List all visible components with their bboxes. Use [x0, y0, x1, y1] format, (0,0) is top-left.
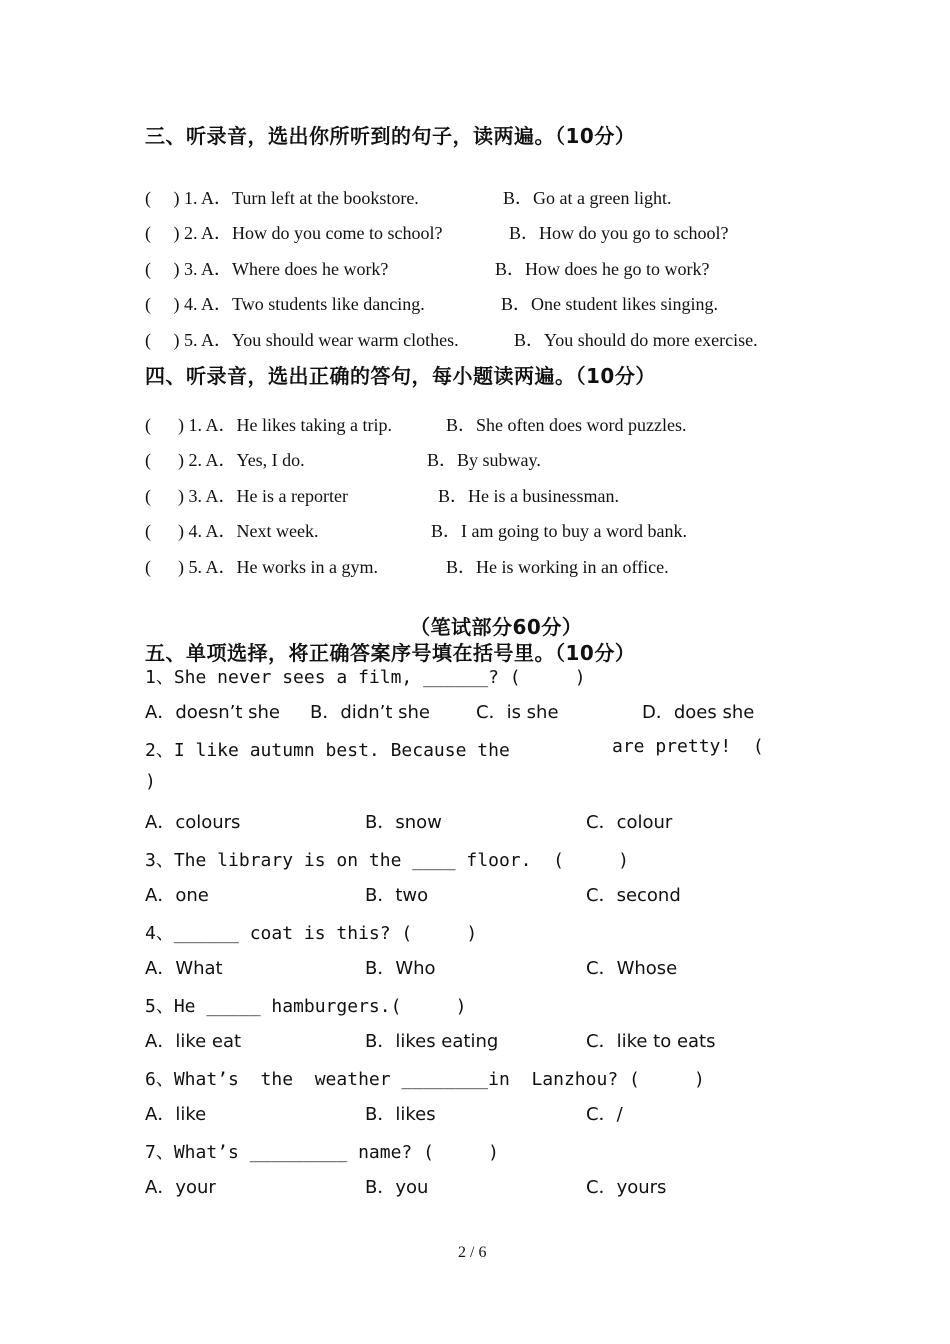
- s3-q3-option-b: B．How does he go to work?: [495, 259, 710, 279]
- s5-q7-option-a: A．your: [145, 1177, 216, 1198]
- s5-q2-text-end: are pretty! (: [612, 736, 764, 757]
- s5-q1-text: 1、She never sees a film, ______? ( ): [145, 667, 586, 688]
- s5-q7-option-b: B．you: [365, 1177, 429, 1198]
- s5-q5-option-c: C．like to eats: [586, 1031, 716, 1052]
- s4-q2-option-b: B．By subway.: [427, 450, 541, 470]
- s3-q4-option-a: ( ) 4. A．Two students like dancing.: [145, 294, 425, 314]
- s5-q5-option-a: A．like eat: [145, 1031, 242, 1052]
- s5-q3-option-c: C．second: [586, 885, 681, 906]
- s5-q4-text: 4、______ coat is this? ( ): [145, 923, 478, 944]
- s4-q4-option-a: ( ) 4. A．Next week.: [145, 521, 319, 541]
- s3-q1-option-b: B．Go at a green light.: [503, 188, 672, 208]
- s5-q2-option-c: C．colour: [586, 812, 673, 833]
- s5-q2-option-b: B．snow: [365, 812, 442, 833]
- page-number: 2 / 6: [458, 1244, 487, 1261]
- section5-title: 五、单项选择，将正确答案序号填在括号里。（10分）: [145, 641, 636, 665]
- section4-title: 四、听录音，选出正确的答句，每小题读两遍。（10分）: [145, 364, 656, 388]
- s3-q2-option-a: ( ) 2. A．How do you come to school?: [145, 223, 443, 243]
- s5-q7-text: 7、What’s _________ name? ( ): [145, 1142, 499, 1163]
- s4-q3-option-a: ( ) 3. A．He is a reporter: [145, 486, 348, 506]
- s3-q1-option-a: ( ) 1. A．Turn left at the bookstore.: [145, 188, 419, 208]
- s5-q4-option-b: B．Who: [365, 958, 436, 979]
- s5-q2-text-wrap: ): [145, 771, 156, 792]
- s3-q5-option-a: ( ) 5. A．You should wear warm clothes.: [145, 330, 459, 350]
- s5-q7-option-c: C．yours: [586, 1177, 667, 1198]
- s5-q2-text-start: 2、I like autumn best. Because the: [145, 740, 510, 761]
- s5-q4-option-c: C．Whose: [586, 958, 678, 979]
- s5-q3-option-a: A．one: [145, 885, 209, 906]
- s5-q1-option-d: D．does she: [642, 702, 755, 723]
- s4-q5-option-a: ( ) 5. A．He works in a gym.: [145, 557, 378, 577]
- s5-q1-option-c: C．is she: [476, 702, 559, 723]
- s5-q1-option-b: B．didn’t she: [310, 702, 430, 723]
- s5-q6-option-b: B．likes: [365, 1104, 436, 1125]
- s5-q6-option-c: C．/: [586, 1104, 623, 1125]
- s3-q4-option-b: B．One student likes singing.: [501, 294, 718, 314]
- s5-q5-text: 5、He _____ hamburgers.( ): [145, 996, 467, 1017]
- s3-q3-option-a: ( ) 3. A．Where does he work?: [145, 259, 389, 279]
- s5-q1-option-a: A．doesn’t she: [145, 702, 280, 723]
- s5-q3-text: 3、The library is on the ____ floor. ( ): [145, 850, 629, 871]
- s4-q1-option-a: ( ) 1. A．He likes taking a trip.: [145, 415, 392, 435]
- s5-q3-option-b: B．two: [365, 885, 429, 906]
- s5-q6-text: 6、What’s the weather ________in Lanzhou? ( ): [145, 1069, 705, 1090]
- s4-q5-option-b: B．He is working in an office.: [446, 557, 669, 577]
- s4-q1-option-b: B．She often does word puzzles.: [446, 415, 687, 435]
- written-part-title: （笔试部分60分）: [410, 615, 583, 639]
- s3-q5-option-b: B．You should do more exercise.: [514, 330, 758, 350]
- s4-q3-option-b: B．He is a businessman.: [438, 486, 619, 506]
- section3-title: 三、听录音，选出你所听到的句子，读两遍。（10分）: [145, 124, 636, 148]
- s4-q2-option-a: ( ) 2. A．Yes, I do.: [145, 450, 305, 470]
- s5-q4-option-a: A．What: [145, 958, 223, 979]
- s3-q2-option-b: B．How do you go to school?: [509, 223, 729, 243]
- s4-q4-option-b: B．I am going to buy a word bank.: [431, 521, 687, 541]
- s5-q6-option-a: A．like: [145, 1104, 207, 1125]
- s5-q5-option-b: B．likes eating: [365, 1031, 499, 1052]
- s5-q2-option-a: A．colours: [145, 812, 241, 833]
